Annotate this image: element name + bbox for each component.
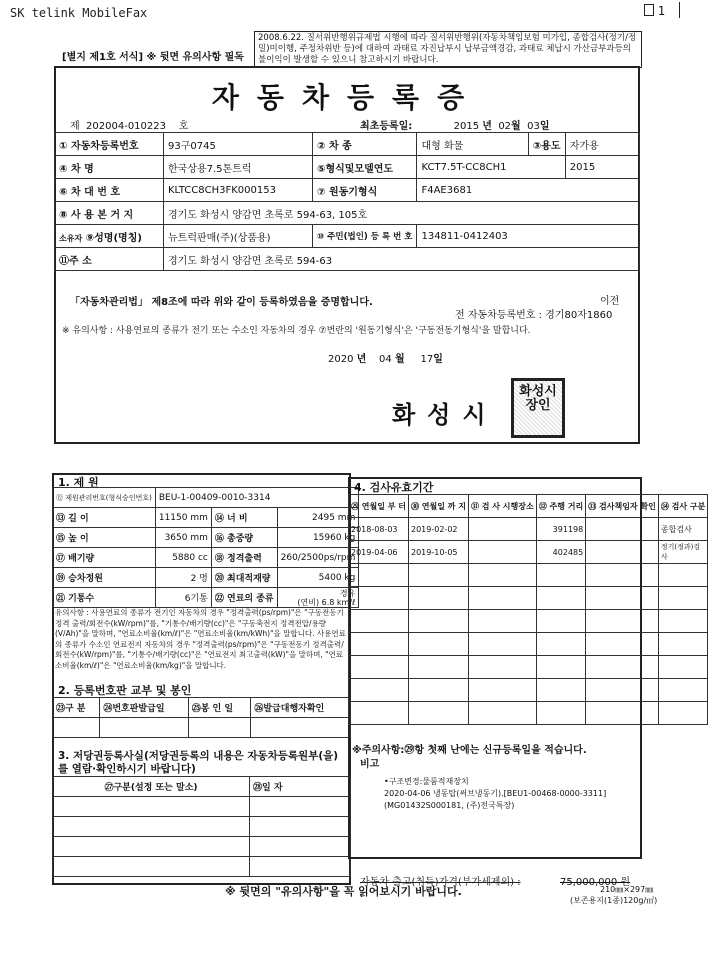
empty-cell xyxy=(349,679,409,702)
table-row xyxy=(53,548,359,568)
field-label: ⑪주 소 xyxy=(55,248,164,271)
field-value: 11150 mm xyxy=(155,508,211,528)
table-row xyxy=(349,541,708,564)
registration-table xyxy=(54,132,640,271)
field-label: ① 자동차등록번호 xyxy=(55,133,164,156)
cell xyxy=(586,518,659,541)
unit: 일 xyxy=(433,354,443,365)
field-value: 15960 kg xyxy=(277,528,359,548)
owner-side-label: 소유자 xyxy=(59,233,83,243)
field-label: ⑥ 차 대 번 호 xyxy=(55,179,164,202)
table-row xyxy=(55,248,640,271)
cell: 2019-04-06 xyxy=(349,541,409,564)
serial-prefix: 제 xyxy=(70,121,80,132)
mortgage-table xyxy=(52,776,351,877)
unit: 월 xyxy=(511,121,521,132)
page-number: 1 xyxy=(657,4,665,18)
certification-statement: 「자동차관리법」 제8조에 따라 위와 같이 등록하였음을 증명합니다. xyxy=(70,297,373,308)
cell: 2019-02-02 xyxy=(409,518,469,541)
table-row xyxy=(53,588,359,608)
empty-cell xyxy=(409,587,469,610)
field-label: ⑦ 원동기형식 xyxy=(313,179,417,202)
column-header: ㉛ 검 사 시행장소 xyxy=(469,495,537,518)
field-label: ⑳ 최대적재량 xyxy=(211,568,277,588)
issue-year: 2020 xyxy=(328,354,354,365)
empty-cell xyxy=(469,610,537,633)
fuel-type: 경유 xyxy=(339,588,356,598)
empty-cell xyxy=(536,679,585,702)
empty-cell xyxy=(469,679,537,702)
column-header: ㉜ 주행 거리 xyxy=(536,495,585,518)
first-reg-month: 02 xyxy=(498,121,512,132)
issuing-authority: 화성시 xyxy=(392,400,498,429)
field-label xyxy=(313,225,417,248)
efficiency-value: 6.8 km/ℓ xyxy=(321,597,356,607)
cell xyxy=(586,541,659,564)
field-value: 134811-0412403 xyxy=(417,225,640,248)
empty-cell xyxy=(536,610,585,633)
table-row xyxy=(349,633,708,656)
field-value: 6기통 xyxy=(155,588,211,608)
field-value: 경기도 화성시 양감면 초록로 594-63 xyxy=(164,248,640,271)
field-label xyxy=(55,225,164,248)
empty-cell xyxy=(658,656,707,679)
empty-cell xyxy=(658,564,707,587)
table-row xyxy=(55,156,640,179)
fax-page-number xyxy=(644,4,665,18)
cell xyxy=(469,518,537,541)
empty-cell xyxy=(53,797,250,817)
empty-cell xyxy=(586,656,659,679)
table-row xyxy=(53,837,351,857)
column-header: ㉓구 분 xyxy=(53,698,100,718)
issue-date xyxy=(328,350,443,365)
mortgage-section-title: 3. 저당권등록사실(저당권등록의 내용은 자동차등록원부(을)를 열람·확인하시기 바랍니다) xyxy=(58,750,339,775)
column-header: ㉕봉 인 일 xyxy=(188,698,251,718)
empty-cell xyxy=(409,610,469,633)
column-header: ㉙ 연월일 부 터 xyxy=(349,495,409,518)
paper-size: 210㎜×297㎜ xyxy=(600,885,654,894)
caution-note: ※ 유의사항 : 사용연료의 종류가 전기 또는 수소인 자동차의 경우 ⑦번란의 '원동기형식'은 '구동전동기형식'을 말합니다. xyxy=(62,326,531,336)
empty-cell xyxy=(536,564,585,587)
column-header: ㉘일 자 xyxy=(250,777,351,797)
empty-cell xyxy=(586,633,659,656)
first-reg-label: 최초등록일: xyxy=(360,121,413,132)
empty-cell xyxy=(409,633,469,656)
field-label: ③용도 xyxy=(528,133,565,156)
cell: 2018-08-03 xyxy=(349,518,409,541)
field-value: 3650 mm xyxy=(155,528,211,548)
table-row xyxy=(349,518,708,541)
cell: 402485 xyxy=(536,541,585,564)
plate-table xyxy=(52,697,351,738)
empty-cell xyxy=(349,656,409,679)
field-label: ⑲ 승차정원 xyxy=(53,568,156,588)
empty-cell xyxy=(250,837,351,857)
empty-cell xyxy=(409,656,469,679)
empty-cell xyxy=(586,679,659,702)
field-label: ⑰ 배기량 xyxy=(53,548,156,568)
unit: 월 xyxy=(394,354,405,365)
table-row xyxy=(55,133,640,156)
first-registration-date xyxy=(360,117,549,132)
empty-cell xyxy=(658,587,707,610)
owner-label: ⑨성명(명칭) xyxy=(85,232,142,244)
field-value: 2 명 xyxy=(155,568,211,588)
empty-cell xyxy=(658,610,707,633)
field-label: ⑬ 길 이 xyxy=(53,508,156,528)
inspection-table xyxy=(348,494,708,725)
empty-cell xyxy=(469,656,537,679)
price-label: 자동차 출고(취득)가격(부가세제외) : xyxy=(360,877,521,888)
field-value xyxy=(277,588,359,608)
remarks-line: (MG01432S000181, (주)전국특장) xyxy=(384,801,515,810)
table-row xyxy=(55,179,640,202)
empty-cell xyxy=(251,718,351,738)
spec-title: 1. 제 원 xyxy=(58,476,99,489)
table-row xyxy=(53,777,351,797)
empty-cell xyxy=(53,718,100,738)
empty-cell xyxy=(100,718,188,738)
empty-cell xyxy=(658,679,707,702)
field-label: ⑮ 높 이 xyxy=(53,528,156,548)
empty-cell xyxy=(469,564,537,587)
id-label-num: ⑩ xyxy=(317,232,325,242)
table-row xyxy=(53,857,351,877)
plate-section-title: 2. 등록번호판 교부 및 봉인 xyxy=(58,684,192,697)
empty-cell xyxy=(349,610,409,633)
paper-type: (보존용지(1종)120g/㎡) xyxy=(570,896,658,905)
table-row xyxy=(55,202,640,225)
empty-cell xyxy=(469,587,537,610)
table-row xyxy=(349,564,708,587)
footer-note: ※ 뒷면의 "유의사항"을 꼭 읽어보시기 바랍니다. xyxy=(225,885,462,898)
cell: 391198 xyxy=(536,518,585,541)
form-label: [별지 제1호 서식] ※ 뒷면 유의사항 필독 xyxy=(62,52,244,63)
cell: 종합검사 xyxy=(658,518,707,541)
first-reg-day: 03 xyxy=(527,121,540,132)
field-value: KLTCC8CH3FK000153 xyxy=(164,179,313,202)
table-row xyxy=(53,817,351,837)
empty-cell xyxy=(188,718,251,738)
fax-header: SK telink MobileFax xyxy=(10,6,148,20)
column-header: ㉔번호판발급일 xyxy=(100,698,188,718)
column-header: ㉚ 연월일 까 지 xyxy=(409,495,469,518)
empty-cell xyxy=(349,564,409,587)
empty-cell xyxy=(349,633,409,656)
field-value: KCT7.5T-CC8CH1 xyxy=(417,156,565,179)
empty-cell xyxy=(409,564,469,587)
empty-cell xyxy=(53,857,250,877)
field-label: ㉑ 기통수 xyxy=(53,588,156,608)
field-value: 뉴트럭판매(주)(상품용) xyxy=(164,225,313,248)
field-value: 2015 xyxy=(565,156,639,179)
cell: 정기(정과)검사 xyxy=(658,541,707,564)
empty-cell xyxy=(586,564,659,587)
serial-suffix: 호 xyxy=(178,121,189,132)
empty-cell xyxy=(409,679,469,702)
column-header: ㉖발급대행자확인 xyxy=(251,698,351,718)
cell: 2019-10-05 xyxy=(409,541,469,564)
remarks-content xyxy=(384,776,606,812)
empty-cell xyxy=(250,797,351,817)
official-seal-stamp: 화성시 장인 xyxy=(511,378,565,438)
empty-cell xyxy=(349,702,409,725)
field-label: ⑱ 정격출력 xyxy=(211,548,277,568)
field-value: 5400 kg xyxy=(277,568,359,588)
column-header: ㉞ 검사 구분 xyxy=(658,495,707,518)
empty-cell xyxy=(536,587,585,610)
table-row xyxy=(53,797,351,817)
table-row xyxy=(53,568,359,588)
table-row xyxy=(349,679,708,702)
remarks-line: •구조변경:물품적재장치 xyxy=(384,777,469,786)
inspection-note: ※주의사항:㉙항 첫째 난에는 신규등록일을 적습니다. xyxy=(352,745,587,756)
field-value: BEU-1-00409-0010-3314 xyxy=(155,488,359,508)
field-label: ⑫ 제원관리번호(형식승인번호) xyxy=(53,488,156,508)
issue-day: 17 xyxy=(420,354,434,365)
field-value: 5880 cc xyxy=(155,548,211,568)
field-label: ⑯ 총중량 xyxy=(211,528,277,548)
empty-cell xyxy=(469,702,537,725)
empty-cell xyxy=(586,610,659,633)
unit: 년 xyxy=(356,354,367,365)
fax-edge-bar xyxy=(679,2,680,18)
cell xyxy=(469,541,537,564)
field-label: ⑤형식및모델연도 xyxy=(313,156,417,179)
inspection-title: 4. 검사유효기간 xyxy=(354,481,434,494)
table-row xyxy=(53,528,359,548)
table-row xyxy=(53,508,359,528)
table-row xyxy=(349,610,708,633)
empty-cell xyxy=(409,702,469,725)
spec-caution-note: 유의사항 : 사용연료의 종류가 전기인 자동차의 경우 "정격출력(ps/rpm)"은 "구동전동기 정격 출력/회전수(kW/rpm)"를, "기통수/배기량(cc)"은 "구동축전지 정격전압/용량(V/Ah)"을 말하며, "연료소비율(km/ℓ)"은 "연료소비율(km/kWh)"을 말합니다. 사용연료의 종류가 수소인 연료전지 자동차의 경우 "정격출력(ps/rpm)"은 "구동전동기 정격출력/회전수(kW/rpm)"를, "기통수/배기량(cc)"은 "연료전지 최고출력(kW)"을 말하며, "연료소비율(km/ℓ)"은 "연료소비율(km/kg)"을 말합니다. xyxy=(55,608,346,670)
empty-cell xyxy=(536,656,585,679)
previous-registration: 전 자동차등록번호 : 경기80자1860 xyxy=(455,310,613,321)
field-label: ⑭ 너 비 xyxy=(211,508,277,528)
field-value: 경기도 화성시 양감면 초록로 594-63, 105호 xyxy=(164,202,640,225)
empty-cell xyxy=(536,702,585,725)
field-label: ④ 차 명 xyxy=(55,156,164,179)
field-value: 자가용 xyxy=(565,133,639,156)
empty-cell xyxy=(250,857,351,877)
empty-cell xyxy=(53,837,250,857)
empty-cell xyxy=(658,633,707,656)
remarks-line: 2020-04-06 냉동탑(써브냉동기).[BEU1-00468-0000-3311] xyxy=(384,789,607,798)
table-row xyxy=(53,488,359,508)
unit: 년 xyxy=(482,121,492,132)
first-reg-year: 2015 xyxy=(453,121,480,132)
table-row xyxy=(55,225,640,248)
empty-cell xyxy=(586,587,659,610)
empty-cell xyxy=(586,702,659,725)
empty-cell xyxy=(349,587,409,610)
field-value: 대형 화물 xyxy=(417,133,528,156)
price-value: 75,000,000 원 xyxy=(560,877,631,888)
unit: 일 xyxy=(539,121,550,132)
efficiency-label: (연비) xyxy=(297,597,320,607)
serial-value: 202004-010223 xyxy=(86,121,166,132)
field-value: F4AE3681 xyxy=(417,179,640,202)
document-title: 자동차등록증 xyxy=(211,81,483,114)
empty-cell xyxy=(53,817,250,837)
field-label: ⑧ 사 용 본 거 지 xyxy=(55,202,164,225)
field-value: 93구0745 xyxy=(164,133,313,156)
issue-month: 04 xyxy=(379,354,392,365)
empty-cell xyxy=(536,633,585,656)
column-header: ㉝ 검사책임자 확인 xyxy=(586,495,659,518)
field-value: 260/2500ps/rpm xyxy=(277,548,359,568)
remarks-label: 비고 xyxy=(360,759,380,770)
table-row xyxy=(349,587,708,610)
table-row xyxy=(53,698,351,718)
spec-table xyxy=(52,487,359,608)
id-label: 주민(법인) 등 록 번 호 xyxy=(327,232,413,242)
field-value: 2495 mm xyxy=(277,508,359,528)
page-icon xyxy=(644,4,654,16)
registration-serial xyxy=(70,117,188,132)
field-value: 한국상용7.5톤트럭 xyxy=(164,156,313,179)
table-row xyxy=(349,702,708,725)
empty-cell xyxy=(250,817,351,837)
column-header: ㉗구분(설정 또는 말소) xyxy=(53,777,250,797)
table-row xyxy=(349,495,708,518)
empty-cell xyxy=(469,633,537,656)
empty-cell xyxy=(658,702,707,725)
field-label: ② 차 종 xyxy=(313,133,417,156)
field-label: ㉒ 연료의 종류 xyxy=(211,588,277,608)
notice-box: 2008.6.22. 질서위반행위규제법 시행에 따라 질서위반행위(자동차책임보험 미가입, 종합검사(정기/정밀)미이행, 주정차위반 등)에 대하여 과태료 자진납부시 납부금액경감, 과태료 체납시 가산금부과등의 불이익이 발생할 수 있으니 참고하시기 바랍니다. xyxy=(254,31,642,68)
table-row xyxy=(53,718,351,738)
table-row xyxy=(349,656,708,679)
transfer-label: 이전 xyxy=(600,296,620,307)
